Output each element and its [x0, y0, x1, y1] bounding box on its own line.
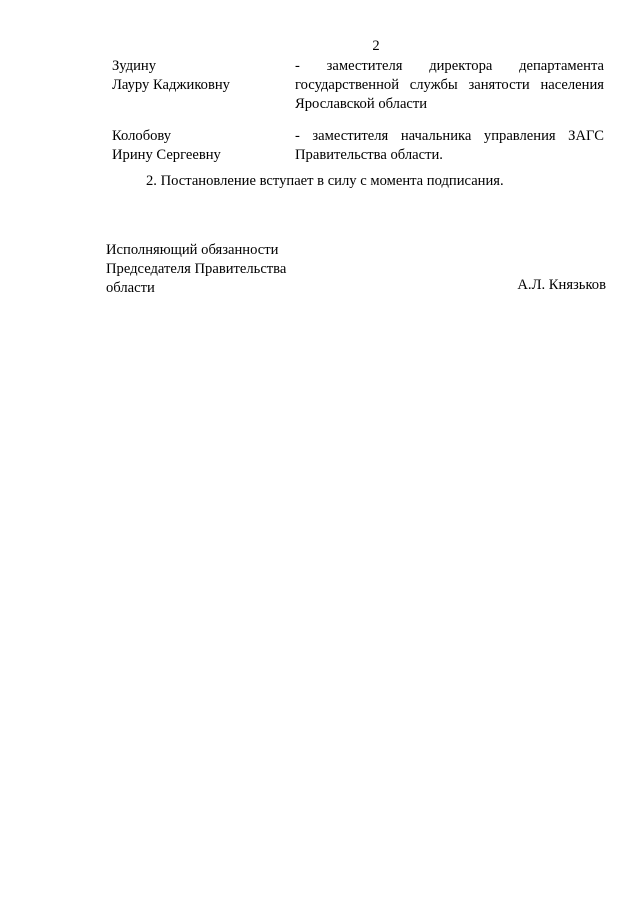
person-position [295, 127, 604, 165]
position-line: - заместителя начальника управления ЗАГС [295, 128, 604, 144]
signature-block [106, 241, 606, 298]
position-line: - заместителя директора департамента [295, 58, 604, 74]
signer-title-line: области [106, 280, 155, 296]
person-entry-1 [112, 57, 604, 117]
person-given-names: Ирину Сергеевну [112, 147, 221, 163]
position-line: государственной службы занятости населения [295, 77, 604, 93]
person-entry-2 [112, 127, 604, 167]
person-name [112, 57, 282, 95]
page-number: 2 [372, 38, 380, 54]
person-position [295, 57, 604, 114]
signer-title-line: Исполняющий обязанности [106, 242, 279, 258]
signer-title-line: Председателя Правительства [106, 261, 287, 277]
person-given-names: Лауру Каджиковну [112, 77, 230, 93]
signer-name: А.Л. Князьков [517, 277, 606, 293]
person-surname: Колобову [112, 128, 172, 144]
position-line: Ярославской области [295, 96, 428, 112]
person-surname: Зудину [112, 58, 157, 74]
clause-2: 2. Постановление вступает в силу с момента подписания. [146, 173, 504, 189]
position-line: Правительства области. [295, 147, 443, 163]
person-name [112, 127, 282, 165]
